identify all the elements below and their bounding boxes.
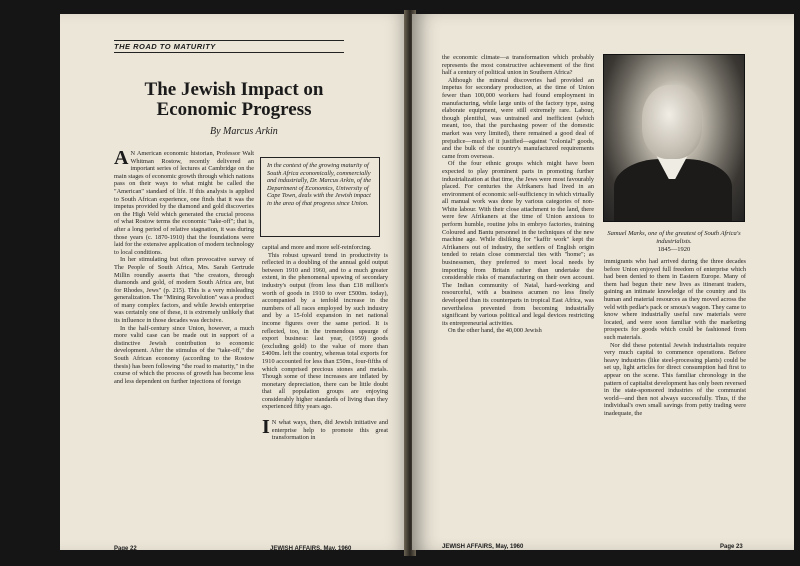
article-title: The Jewish Impact on Economic Progress bbox=[144, 79, 324, 120]
right-column-1 bbox=[442, 54, 594, 538]
journal-footer: JEWISH AFFAIRS, May, 1960 bbox=[442, 544, 524, 550]
drop-cap: I bbox=[262, 416, 270, 439]
paragraph: In the half-century since Union, however, a much more valid case can be made out in support of a distinctive Jewish contribution to economic development. After the stimulus of the "take-off," the South African economy (according to the Rostow thesis) has been following "the road to maturity," in the course of which the process of growth has become less and less dependent on further injections of foreign bbox=[114, 324, 254, 385]
paragraph: Of the four ethnic groups which might have been expected to play prominent parts in promoting further industrialization at that time, the Jews were most favourably placed. For centuries the Afrikaners had lived in an environment of economic self-sufficiency in which virtually all manual work was done by various categories of non-White labour. With their close attachment to the land, there were few Afrikaners at the time of Union anxious to perform humble, routine jobs in embryo factories, training Coloured and Bantu personnel in the techniques of the new machine age. While disliking for "kaffir work" kept the Afrikaners out of industry, the settlers of English origin tended to retain close commercial ties with "home"; as businessmen, they preferred to meet local needs by importing from Britain rather than undertake the considerable risks of manufacturing on their own account. The Indian community of Natal, hard-working and resourceful, with a business acumen no less finely developed than its counterparts in tropical East Africa, was nevertheless prevented from becoming industrially significant by various political and legal devices restricting its entrepreneurial activities. bbox=[442, 160, 594, 327]
right-page bbox=[412, 14, 794, 550]
intro-box: In the context of the growing maturity of South Africa economically, commercially and industrially, Dr. Marcus Arkin, of the Department of Economics, University of Cape Town, deals with the Jewish impact in the area of that progress since Union. bbox=[260, 157, 380, 237]
caption-text: Samuel Marks, one of the greatest of South Africa's industrialists. bbox=[607, 230, 741, 245]
paragraph: N American economic historian, Professor Walt Whitman Rostow, recently delivered an important series of lectures at Cambridge on the main stages of economic growth through which nations pass on their ways to what might be called the "American" standard of life. If this analysis is applied to South African experience, one finds that it was the impetus provided by the diamond and gold discoveries on the High Veld which generated the crucial process of what Rostow terms the economic "take-off"; that is, after a long period of relative stagnation, it was during those years (c. 1870-1910) that the foundations were laid for the extensive application of modern technology to local conditions. bbox=[114, 150, 254, 256]
paragraph: Although the mineral discoveries had provided an impetus for secondary production, at the time of Union fewer than 100,000 workers had found employment in manufacturing, while large units of the factory type, using elaborate equipment, were still extremely rare. Labour, though plentiful, was untrained and inefficient (which meant, too, that the purchasing power of the domestic market was very limited), there remained a good deal of prejudice—much of it justified—against "colonial" goods, and the bulk of the country's manufactured requirements came from overseas. bbox=[442, 76, 594, 160]
paragraph: capital and more and more self-reinforcing. bbox=[262, 244, 372, 251]
byline: By Marcus Arkin bbox=[210, 126, 278, 137]
running-head: THE ROAD TO MATURITY bbox=[114, 40, 344, 53]
photo-caption bbox=[604, 230, 744, 254]
paragraph: immigrants who had arrived during the three decades before Union enjoyed full freedom of enterprise which had been denied to them in Eastern Europe. Many of them had begun their new lives as itinerant traders, gaining an intimate knowledge of the country and its human and material resources as they moved across the veld with pedlar's pack or smous's wagon. They came to know where industrially useful raw materials were located, and were soon familiar with the marketing prospects for goods which could be fashioned from such materials. bbox=[604, 258, 746, 341]
portrait-photo bbox=[603, 54, 745, 222]
right-column-2 bbox=[604, 258, 746, 538]
paragraph: Nor did these potential Jewish industrialists require very much capital to commence operations. Before heavy industries (like steel-processing plants) could be set up, light articles for direct consumption had first to appear on the scene. This familiar chronology in the pattern of capitalist development has only been reversed in the state-sponsored industries of the communist world—and then not always successfully. Thus, if the individual's own small savings from petty trading were inadequate, the bbox=[604, 341, 746, 417]
page-number: Page 23 bbox=[720, 544, 743, 550]
paragraph: On the other hand, the 40,000 Jewish bbox=[448, 327, 542, 335]
page-number: Page 22 bbox=[114, 546, 137, 550]
paragraph: N what ways, then, did Jewish initiative and enterprise help to promote this great transformation in bbox=[271, 419, 388, 442]
paragraph: the economic climate—a transformation which probably represents the most constructive achievement of the first half a century of political union in Southern Africa? bbox=[442, 54, 594, 77]
paragraph: This robust upward trend in productivity is reflected in a doubling of the annual gold output between 1910 and 1960, and to a much greater extent, in the phenomenal upswing of secondary industry's output (from less than £18 million's worth of goods in 1910 to over £500m. today), accompanied by a tenfold increase in the numbers of all races employed by such industry and by a 15-fold expansion in net national income figures over the same period. It is reflected, too, in the tremendous upsurge of export business: last year, (1959) goods (excluding gold) to the value of more than £400m. left the country, whereas total exports for 1910 accounted for less than £50m., four-fifths of which comprised precious stones and metals. Though some of these increases are inflated by monetary depreciation, there can be little doubt that all population groups are enjoying considerably higher standards of living than they experienced fifty years ago. bbox=[262, 251, 388, 411]
left-column-1 bbox=[114, 150, 254, 536]
drop-cap: A bbox=[114, 150, 129, 169]
caption-years: 1845—1920 bbox=[657, 246, 691, 253]
left-page bbox=[60, 14, 408, 550]
portrait-face bbox=[642, 85, 702, 159]
paragraph: In her stimulating but often provocative survey of The People of South Africa, Mrs. Sarah Gertrude Millin roundly asserts that "the creators, through diamonds and gold, of modern South Africa are, but for Rhodes, Jews" (p. 215). This is a very misleading generalization. The "Mining Revolution" was a product of many complex factors, and while Jewish enterprise was certainly one of these, it is extremely unlikely that its influence in those decades was decisive. bbox=[114, 256, 254, 325]
left-column-2 bbox=[262, 244, 388, 536]
journal-footer: JEWISH AFFAIRS, May, 1960 bbox=[270, 546, 352, 550]
